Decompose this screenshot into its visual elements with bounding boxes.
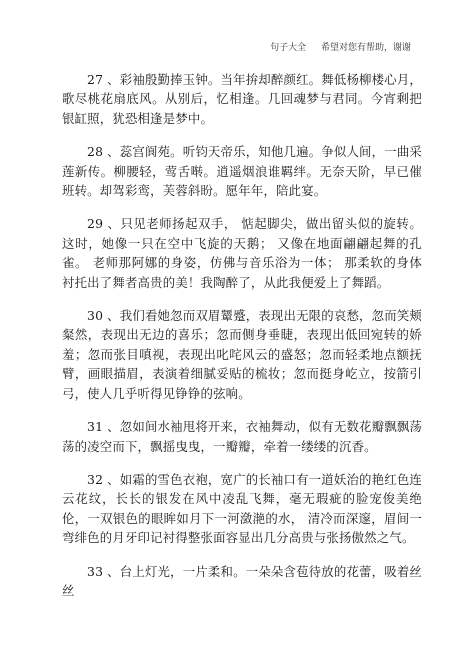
document-body xyxy=(62,70,422,614)
paragraph xyxy=(62,562,422,601)
header-note: 希望对您有帮助，谢谢 xyxy=(320,43,411,53)
paragraph xyxy=(62,214,422,292)
paragraph-number: 33 xyxy=(87,563,104,579)
paragraph xyxy=(62,470,422,548)
paragraph xyxy=(62,417,422,456)
paragraph-text: 、台上灯光，一片柔和。一朵朵含苞待放的花蕾，吸着丝丝 xyxy=(62,563,422,598)
paragraph-number: 31 xyxy=(87,419,104,435)
paragraph xyxy=(62,306,422,403)
paragraph-text: 、蕊宫阆苑。听钧天帝乐，知他几遍。争似人间，一曲采莲新传。柳腰轻，莺舌啭。逍遥烟浪谁羁绊。无奈天阶，早已催班转。却驾彩鸾，芙蓉斜盼。愿年年，陪此宴。 xyxy=(62,144,422,199)
paragraph-number: 28 xyxy=(87,144,104,160)
page-header xyxy=(270,40,411,53)
paragraph-number: 29 xyxy=(87,216,104,232)
paragraph-text: 、彩袖殷勤捧玉钟。当年拚却醉颜红。舞低杨柳楼心月，歌尽桃花扇底风。从别后，忆相逢。几回魂梦与君同。今宵剩把银缸照，犹恐相逢是梦中。 xyxy=(62,72,422,126)
paragraph-number: 32 xyxy=(87,471,104,487)
paragraph-number: 27 xyxy=(87,72,104,87)
paragraph xyxy=(62,142,422,200)
paragraph xyxy=(62,70,422,128)
paragraph-text: 、忽如间水袖甩将开来，衣袖舞动，似有无数花瓣飘飘荡荡的凌空而下，飘摇曳曳，一瓣瓣，牵着一缕缕的沉香。 xyxy=(62,419,422,454)
paragraph-text: 、如霜的雪色衣袍，宽广的长袖口有一道妖治的艳红色连云花纹，长长的银发在风中凌乱飞舞，毫无瑕疵的脸宠俊美绝伦，一双银色的眼眸如月下一河潋滟的水， 清冷而深邃，眉间一弯绯色的月牙印记衬得整张面容显出几分高贵与张扬傲然之气。 xyxy=(62,471,422,546)
paragraph-number: 30 xyxy=(87,308,104,324)
paragraph-text: 、只见老师扬起双手， 惦起脚尖，做出留头似的旋转。 这时，她像一只在空中飞旋的天鹅； 又像在地面翩翩起舞的孔雀。 老师那阿娜的身姿，仿佛与音乐浴为一体； 那柔软的身体衬托出了舞者高贵的美！我陶醉了，从此我便爱上了舞蹈。 xyxy=(62,216,422,290)
paragraph-text: 、我们看她忽而双眉颦蹙，表现出无限的哀愁，忽而笑颊粲然，表现出无边的喜乐；忽而侧身垂睫，表现出低回宛转的娇羞；忽而张目嗔视，表现出叱咤风云的盛怒；忽而轻柔地点额抚臂，画眼描眉，表演着细腻妥贴的梳妆；忽而挺身屹立，按箭引弓，使人几乎听得见铮铮的弦响。 xyxy=(62,308,422,401)
header-site-name: 句子大全 xyxy=(270,43,307,53)
